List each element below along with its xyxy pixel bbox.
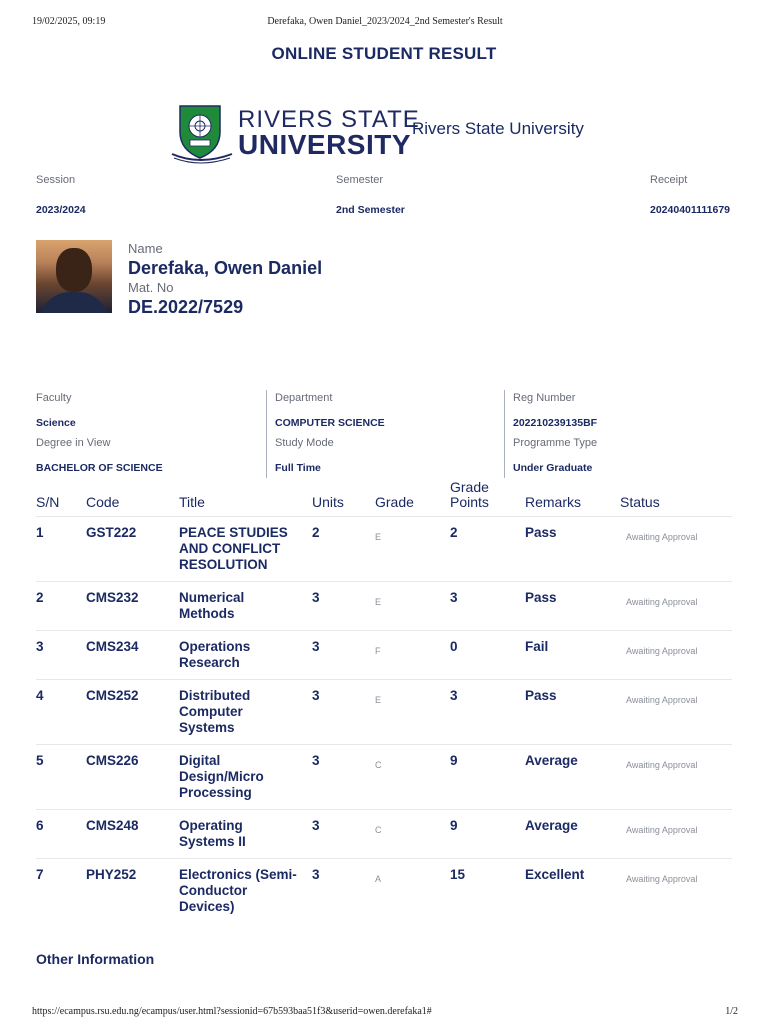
matno-label: Mat. No <box>128 280 174 295</box>
row-remarks: Average <box>525 745 620 810</box>
other-information-heading: Other Information <box>36 951 155 967</box>
row-title: Electronics (Semi-Conductor Devices) <box>179 859 312 924</box>
row-title: Numerical Methods <box>179 582 312 631</box>
col-header-grade: Grade <box>375 494 414 510</box>
row-grade: C <box>375 745 450 810</box>
university-crest-icon <box>170 102 238 164</box>
results-table <box>36 480 732 923</box>
university-name: Rivers State University <box>412 119 584 138</box>
row-code: CMS226 <box>86 745 179 810</box>
student-name: Derefaka, Owen Daniel <box>128 258 323 278</box>
details-column-department <box>266 390 504 478</box>
reg-number-value: 202210239135BF <box>513 417 598 429</box>
student-photo-shirt <box>40 292 108 313</box>
row-units: 3 <box>312 745 375 810</box>
row-units: 3 <box>312 631 375 680</box>
programme-type-label: Programme Type <box>513 437 598 449</box>
row-sn: 6 <box>36 810 86 859</box>
row-status: Awaiting Approval <box>620 810 732 859</box>
row-status: Awaiting Approval <box>620 631 732 680</box>
row-sn: 4 <box>36 680 86 745</box>
receipt-field <box>650 170 730 216</box>
programme-type-value: Under Graduate <box>513 462 593 474</box>
matno-value: DE.2022/7529 <box>128 297 244 317</box>
row-points: 9 <box>450 745 525 810</box>
row-grade: C <box>375 810 450 859</box>
col-header-status: Status <box>620 494 660 510</box>
row-units: 3 <box>312 859 375 924</box>
row-status: Awaiting Approval <box>620 859 732 924</box>
row-sn: 2 <box>36 582 86 631</box>
session-info-row <box>36 170 732 218</box>
row-code: CMS248 <box>86 810 179 859</box>
row-points: 9 <box>450 810 525 859</box>
row-grade: E <box>375 517 450 582</box>
row-units: 3 <box>312 582 375 631</box>
row-title: Distributed Computer Systems <box>179 680 312 745</box>
col-header-sn: S/N <box>36 494 60 510</box>
row-grade: E <box>375 680 450 745</box>
row-title: Operations Research <box>179 631 312 680</box>
table-row <box>36 810 732 859</box>
row-sn: 3 <box>36 631 86 680</box>
semester-field <box>336 170 405 216</box>
col-header-remarks: Remarks <box>525 494 582 510</box>
row-remarks: Average <box>525 810 620 859</box>
row-units: 3 <box>312 680 375 745</box>
row-points: 3 <box>450 680 525 745</box>
print-datetime: 19/02/2025, 09:19 <box>32 16 106 27</box>
study-mode-value: Full Time <box>275 462 321 474</box>
row-sn: 5 <box>36 745 86 810</box>
receipt-value: 20240401111679 <box>650 204 731 216</box>
row-grade: F <box>375 631 450 680</box>
col-header-units: Units <box>312 494 344 510</box>
row-title: PEACE STUDIES AND CONFLICT RESOLUTION <box>179 517 312 582</box>
row-code: GST222 <box>86 517 179 582</box>
degree-value: BACHELOR OF SCIENCE <box>36 462 163 474</box>
university-logo <box>170 100 420 166</box>
faculty-label: Faculty <box>36 392 72 404</box>
department-label: Department <box>275 392 333 404</box>
row-sn: 1 <box>36 517 86 582</box>
page-number: 1/2 <box>725 1006 738 1017</box>
table-row <box>36 517 732 582</box>
table-row <box>36 859 732 924</box>
row-status: Awaiting Approval <box>620 517 732 582</box>
page-url-link[interactable]: https://ecampus.rsu.edu.ng/ecampus/user.html?sessionid=67b593baa51f3&userid=owen.derefaka1# <box>32 1006 432 1017</box>
results-header-row <box>36 480 732 517</box>
details-column-registration <box>504 390 732 478</box>
faculty-value: Science <box>36 417 76 429</box>
col-header-grade-points <box>450 480 525 517</box>
grade-points-line1: Grade <box>450 479 489 495</box>
row-points: 3 <box>450 582 525 631</box>
table-row <box>36 582 732 631</box>
row-code: CMS234 <box>86 631 179 680</box>
row-points: 0 <box>450 631 525 680</box>
grade-points-line2: Points <box>450 494 489 510</box>
student-photo <box>36 240 112 313</box>
row-title: Digital Design/Micro Processing <box>179 745 312 810</box>
row-remarks: Pass <box>525 517 620 582</box>
session-value: 2023/2024 <box>36 204 86 216</box>
department-value: COMPUTER SCIENCE <box>275 417 385 429</box>
logo-wordmark-top: RIVERS STATE <box>238 106 420 133</box>
row-grade: E <box>375 582 450 631</box>
student-identity <box>128 241 322 319</box>
details-column-faculty <box>36 390 266 478</box>
row-units: 3 <box>312 810 375 859</box>
row-remarks: Excellent <box>525 859 620 924</box>
table-row <box>36 680 732 745</box>
student-photo-face <box>56 248 92 292</box>
row-points: 15 <box>450 859 525 924</box>
row-units: 2 <box>312 517 375 582</box>
print-document-title: Derefaka, Owen Daniel_2023/2024_2nd Semester's Result <box>267 16 503 27</box>
row-remarks: Pass <box>525 582 620 631</box>
row-sn: 7 <box>36 859 86 924</box>
row-status: Awaiting Approval <box>620 680 732 745</box>
row-remarks: Pass <box>525 680 620 745</box>
row-grade: A <box>375 859 450 924</box>
receipt-label: Receipt <box>650 174 688 186</box>
degree-label: Degree in View <box>36 437 111 449</box>
semester-value: 2nd Semester <box>336 204 405 216</box>
table-row <box>36 745 732 810</box>
session-field <box>36 170 86 216</box>
row-remarks: Fail <box>525 631 620 680</box>
col-header-code: Code <box>86 494 120 510</box>
row-status: Awaiting Approval <box>620 745 732 810</box>
university-brand <box>170 100 610 166</box>
semester-label: Semester <box>336 174 384 186</box>
row-status: Awaiting Approval <box>620 582 732 631</box>
session-label: Session <box>36 174 76 186</box>
logo-wordmark-bottom: UNIVERSITY <box>238 129 412 160</box>
student-name-label: Name <box>128 241 163 256</box>
col-header-title: Title <box>179 494 205 510</box>
study-mode-label: Study Mode <box>275 437 334 449</box>
row-code: CMS232 <box>86 582 179 631</box>
table-row <box>36 631 732 680</box>
row-points: 2 <box>450 517 525 582</box>
row-code: PHY252 <box>86 859 179 924</box>
academic-details <box>36 390 732 478</box>
reg-number-label: Reg Number <box>513 392 576 404</box>
row-title: Operating Systems II <box>179 810 312 859</box>
row-code: CMS252 <box>86 680 179 745</box>
page-title: ONLINE STUDENT RESULT <box>271 44 497 63</box>
